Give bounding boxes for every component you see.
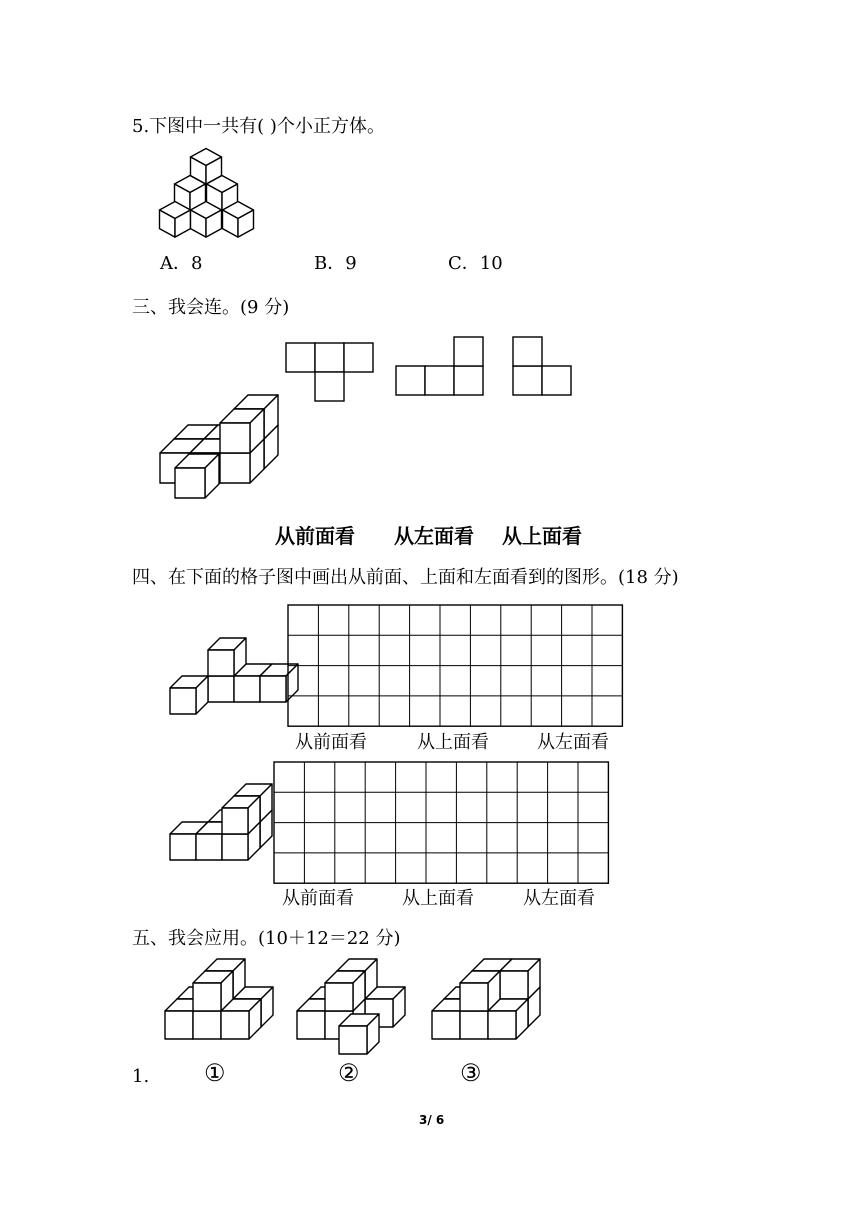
section5-solid-3 [432, 959, 540, 1039]
view-square [542, 366, 571, 395]
section3-title: 三、我会连。(9 分) [132, 297, 290, 318]
section3-view-left: 从左面看 [394, 524, 474, 548]
cube [160, 201, 191, 237]
figure-label-1: ① [204, 1059, 226, 1087]
cube [191, 201, 222, 237]
section5-solid-1 [165, 959, 273, 1039]
section5-title: 五、我会应用。(10＋12＝22 分) [132, 928, 401, 949]
view-square [454, 366, 483, 395]
section5-solid-2 [297, 959, 405, 1054]
view-square [286, 343, 315, 372]
grid1-label-top: 从上面看 [417, 732, 489, 753]
cube [325, 971, 365, 1011]
view-square [315, 343, 344, 372]
q5-option-c: C．10 [448, 253, 503, 274]
cube [208, 638, 246, 676]
q5-option-a: A．8 [160, 253, 203, 274]
grid2-label-front: 从前面看 [282, 888, 354, 909]
section4-solid-2 [170, 784, 272, 860]
cube [223, 201, 254, 237]
cube [222, 796, 260, 834]
view-square [396, 366, 425, 395]
view-square [315, 372, 344, 401]
page-number: 3/ 6 [419, 1113, 445, 1127]
section3-solid-figure [160, 395, 278, 498]
cube [339, 1014, 379, 1054]
view-square [454, 337, 483, 366]
cube [175, 454, 219, 498]
q5-option-b: B．9 [314, 253, 357, 274]
cube [220, 409, 264, 453]
cube-pyramid-figure [160, 148, 254, 237]
cube [193, 971, 233, 1011]
view-square [344, 343, 373, 372]
section4-solid-1 [170, 638, 298, 714]
section5-item-number: 1. [132, 1066, 150, 1087]
cube [500, 959, 540, 999]
grid1-label-left: 从左面看 [537, 732, 609, 753]
drawing-grid-1[interactable] [288, 605, 622, 726]
section3-view-shapes [286, 337, 571, 401]
cube [170, 676, 208, 714]
cube [460, 971, 500, 1011]
grid1-label-front: 从前面看 [295, 732, 367, 753]
grid2-label-top: 从上面看 [402, 888, 474, 909]
grid2-label-left: 从左面看 [523, 888, 595, 909]
section3-view-front: 从前面看 [275, 524, 355, 548]
figure-label-2: ② [338, 1059, 360, 1087]
section4-title: 四、在下面的格子图中画出从前面、上面和左面看到的图形。(18 分) [132, 567, 679, 588]
section3-view-top: 从上面看 [502, 524, 582, 548]
view-square [425, 366, 454, 395]
q5-question: 5.下图中一共有( )个小正方体。 [132, 116, 385, 137]
view-square [513, 366, 542, 395]
view-square [513, 337, 542, 366]
drawing-grid-2[interactable] [274, 762, 608, 883]
figure-label-3: ③ [460, 1059, 482, 1087]
